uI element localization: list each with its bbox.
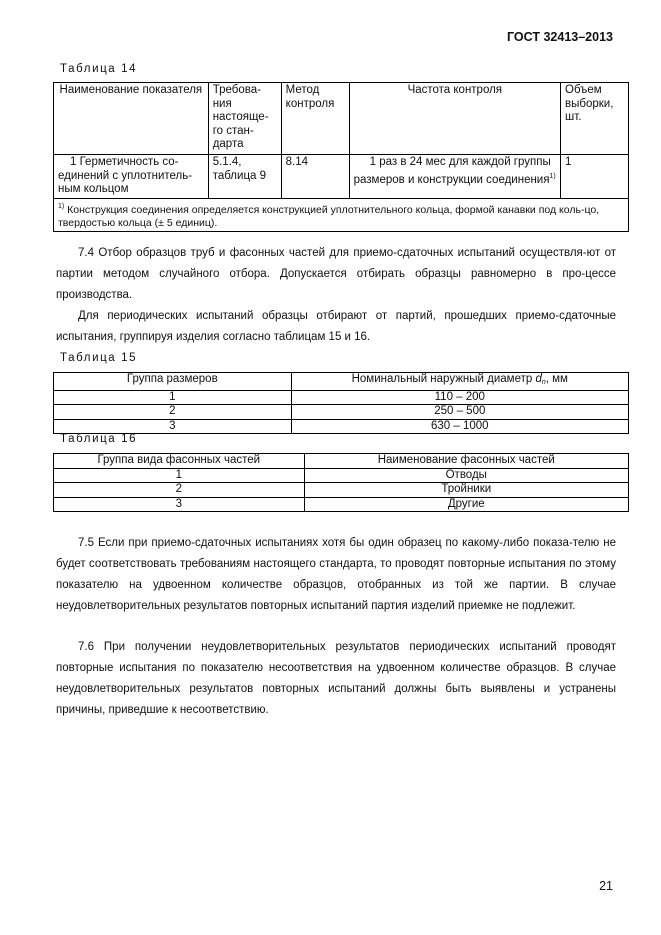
table-16-value-1: Отводы <box>304 468 628 483</box>
table-14-header-name: Наименование показателя <box>54 83 209 155</box>
table-16-group-3: 3 <box>54 497 305 512</box>
table-14-frequency-text: 1 раз в 24 мес для каждой группы размеров и конструкции соединения <box>353 156 551 186</box>
table-15-header-symbol: d <box>535 373 542 385</box>
table-14-footnote <box>54 198 629 231</box>
paragraph-periodic-tests: Для периодических испытаний образцы отбирают от партий, прошедших приемо-сдаточные испытания, группируя изделия согласно таблицам 15 и 16. <box>56 310 616 343</box>
table-15-group-1: 1 <box>54 390 292 405</box>
table-16-caption: Таблица 16 <box>60 433 138 445</box>
table-14-header-frequency: Частота контроля <box>349 83 560 155</box>
table-16-value-3: Другие <box>304 497 628 512</box>
table-row <box>54 497 629 512</box>
table-row <box>54 468 629 483</box>
table-14 <box>53 82 629 232</box>
table-14-caption: Таблица 14 <box>60 63 138 75</box>
table-14-cell-requirements: 5.1.4, таблица 9 <box>208 155 281 199</box>
paragraph-7-5: 7.5 Если при приемо-сдаточных испытаниях хотя бы один образец по какому-либо показа-телю не будет соответствовать требованиям настоящего стандарта, то проводят повторные испытания по этому показателю на удвоенном количестве образцов, отобранных из той же партии. В случае неудовлетворительных результатов повторных испытаний партия изделий приемке не подлежит. <box>56 537 616 612</box>
table-15-header-subscript: n <box>541 379 546 386</box>
table-16 <box>53 453 629 512</box>
table-16-group-1: 1 <box>54 468 305 483</box>
table-row <box>54 419 629 434</box>
document-header: ГОСТ 32413–2013 <box>507 30 613 44</box>
table-row <box>54 390 629 405</box>
table-14-cell-name: 1 Герметичность со-единений с уплотнитель-ным кольцом <box>54 155 209 199</box>
table-14-header-method: Метод контроля <box>281 83 349 155</box>
table-14-header-sample: Объем выборки, шт. <box>561 83 629 155</box>
table-15-header-unit: , мм <box>545 373 568 385</box>
table-14-footnote-text: Конструкция соединения определяется конструкцией уплотнительного кольца, формой канавки под коль-цо, твердостью кольца (± 5 единиц). <box>58 203 600 229</box>
page-number: 21 <box>599 879 613 893</box>
table-14-frequency-footnote-mark: 1) <box>549 172 556 180</box>
table-row <box>54 405 629 420</box>
table-14-footnote-mark: 1) <box>58 202 65 210</box>
paragraph-7-6: 7.6 При получении неудовлетворительных результатов периодических испытаний проводят повторные испытания по показателю несоответствия на удвоенном количестве образцов. В случае неудовлетворительных результатов повторных испытаний должны быть выявлены и устранены причины, приведшие к несоответствию. <box>56 641 616 716</box>
table-16-header-group: Группа вида фасонных частей <box>54 454 305 469</box>
table-14-cell-sample: 1 <box>561 155 629 199</box>
table-15 <box>53 372 629 434</box>
table-14-header-requirements: Требова-ния настояще-го стан-дарта <box>208 83 281 155</box>
table-15-value-3: 630 – 1000 <box>291 419 628 434</box>
table-15-header-diameter-text: Номинальный наружный диаметр <box>351 373 533 385</box>
table-14-cell-method: 8.14 <box>281 155 349 199</box>
table-row <box>54 483 629 498</box>
table-15-value-1: 110 – 200 <box>291 390 628 405</box>
table-15-group-2: 2 <box>54 405 292 420</box>
table-16-group-2: 2 <box>54 483 305 498</box>
table-15-header-group: Группа размеров <box>54 373 292 391</box>
table-15-value-2: 250 – 500 <box>291 405 628 420</box>
paragraph-7-4: 7.4 Отбор образцов труб и фасонных частей для приемо-сдаточных испытаний осуществля-ют от партии методом случайного отбора. Допускается отбирать образцы равномерно в про-цессе производства. <box>56 247 616 301</box>
table-15-header-diameter <box>291 373 628 391</box>
table-15-caption: Таблица 15 <box>60 352 138 364</box>
table-16-header-name: Наименование фасонных частей <box>304 454 628 469</box>
table-14-cell-frequency <box>349 155 560 199</box>
table-15-group-3: 3 <box>54 419 292 434</box>
table-16-value-2: Тройники <box>304 483 628 498</box>
